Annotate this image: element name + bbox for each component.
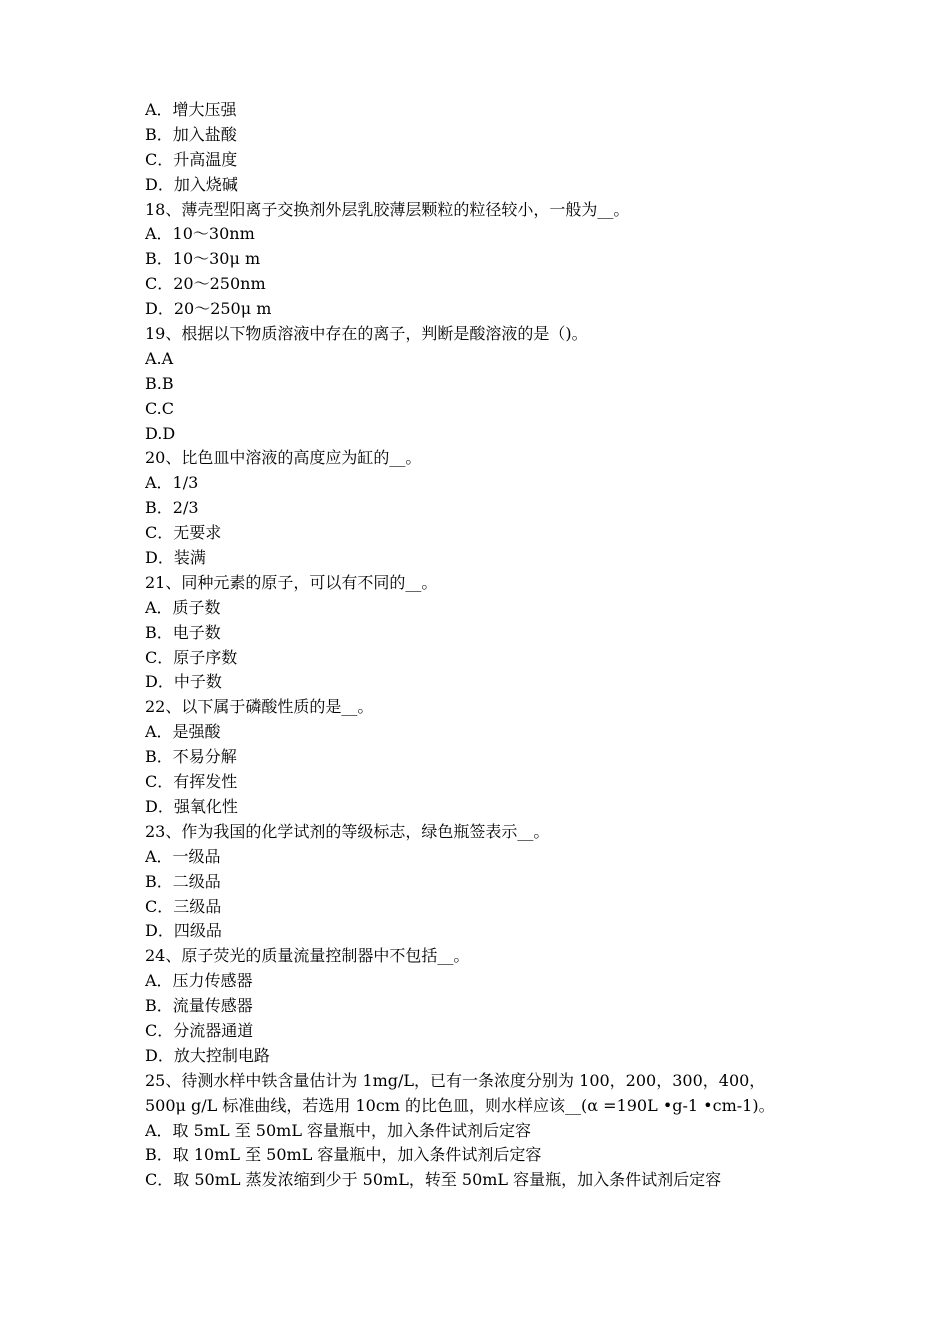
question-text: 18、薄壳型阳离子交换剂外层乳胶薄层颗粒的粒径较小，一般为__。 (145, 199, 630, 219)
text-line: C．无要求 (145, 523, 222, 543)
text-line: A．取 5mL 至 50mL 容量瓶中，加入条件试剂后定容 (145, 1120, 532, 1140)
document-page (145, 98, 805, 1193)
text-line: D．加入烧碱 (145, 174, 238, 194)
text-line: C．取 50mL 蒸发浓缩到少于 50mL，转至 50mL 容量瓶，加入条件试剂后定容 (145, 1170, 722, 1190)
text-line: A．一级品 (145, 846, 221, 866)
text-line: C．升高温度 (145, 149, 238, 169)
text-line: A．增大压强 (145, 100, 237, 119)
text-line: D．四级品 (145, 921, 222, 941)
question-text: 24、原子荧光的质量流量控制器中不包括__。 (145, 946, 470, 966)
text-line: D．中子数 (145, 672, 222, 692)
text-line: B．不易分解 (145, 747, 237, 767)
text-line: B．2/3 (145, 498, 199, 518)
text-line: D．20～250μ m (145, 299, 272, 319)
question-text: 21、同种元素的原子，可以有不同的__。 (145, 572, 438, 592)
text-line: B．10～30μ m (145, 249, 261, 269)
text-line: 500μ g/L 标准曲线，若选用 10cm 的比色皿，则水样应该__(α =190L •g-1 •cm-1)。 (145, 1095, 775, 1115)
text-line: B．加入盐酸 (145, 124, 237, 144)
text-line: A．质子数 (145, 597, 221, 617)
text-line: D．装满 (145, 548, 206, 568)
text-line: A．10～30nm (145, 224, 255, 244)
text-line: B.B (145, 373, 174, 393)
text-line: B．二级品 (145, 871, 221, 891)
text-line: B．流量传感器 (145, 996, 253, 1016)
text-line: C.C (145, 398, 174, 418)
question-text: 19、根据以下物质溶液中存在的离子，判断是酸溶液的是（)。 (145, 324, 588, 344)
text-line: B．取 10mL 至 50mL 容量瓶中，加入条件试剂后定容 (145, 1145, 542, 1165)
question-text: 20、比色皿中溶液的高度应为缸的__。 (145, 448, 422, 468)
text-line: D．放大控制电路 (145, 1045, 270, 1065)
text-line: C．三级品 (145, 896, 222, 916)
text-line: A.A (145, 348, 174, 368)
text-line: C．分流器通道 (145, 1020, 254, 1040)
text-line: D．强氧化性 (145, 796, 238, 816)
text-line: A．1/3 (145, 473, 199, 493)
text-line: C．原子序数 (145, 647, 238, 667)
text-line: B．电子数 (145, 622, 221, 642)
text-line: D.D (145, 423, 176, 443)
text-line: C．有挥发性 (145, 772, 238, 792)
question-text: 22、以下属于磷酸性质的是__。 (145, 697, 374, 717)
question-text: 25、待测水样中铁含量估计为 1mg/L，已有一条浓度分别为 100，200，300，400， (145, 1070, 766, 1090)
text-line: A．压力传感器 (145, 971, 253, 991)
text-line: A．是强酸 (145, 722, 221, 742)
text-line: C．20～250nm (145, 274, 266, 294)
question-text: 23、作为我国的化学试剂的等级标志，绿色瓶签表示__。 (145, 821, 550, 841)
